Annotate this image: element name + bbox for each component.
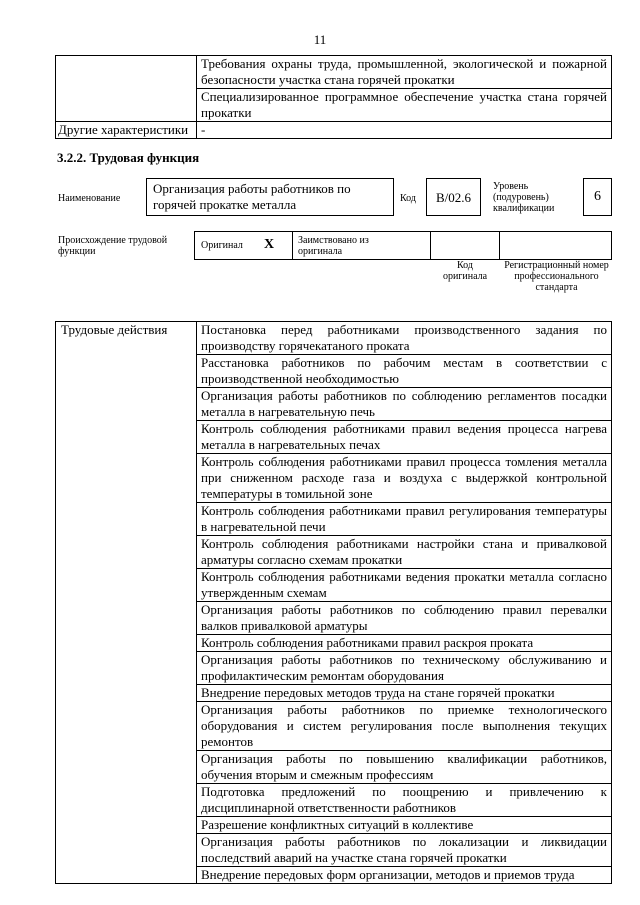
duties-table	[55, 321, 612, 884]
origin-code-box	[430, 231, 500, 260]
table-cell-right: Требования охраны труда, промышленной, экологической и пожарной безопасности участка стана горячей прокатки	[197, 56, 612, 89]
code-caption: Код оригинала	[442, 260, 488, 282]
duty-item: Контроль соблюдения работниками правил регулирования температуры в нагревательной печи	[197, 503, 612, 536]
original-label: Оригинал	[201, 240, 243, 251]
other-characteristics-value: -	[197, 122, 612, 139]
duty-item: Организация работы работников по приемке технологического оборудования и систем регулирования после выполнения текущих ремонтов	[197, 702, 612, 751]
origin-borrowed-box	[292, 231, 431, 260]
duty-item: Организация работы работников по техническому обслуживанию и профилактическим ремонтам оборудования	[197, 652, 612, 685]
table-row	[56, 56, 612, 89]
origin-original-box	[194, 231, 293, 260]
duty-item: Внедрение передовых методов труда на стане горячей прокатки	[197, 685, 612, 702]
duty-item: Подготовка предложений по поощрению и привлечению к дисциплинарной ответственности работников	[197, 784, 612, 817]
table-cell-left	[56, 89, 197, 122]
duty-item: Внедрение передовых форм организации, методов и приемов труда	[197, 867, 612, 884]
duty-item: Контроль соблюдения работниками правил ведения процесса нагрева металла в нагревательных печах	[197, 421, 612, 454]
name-label: Наименование	[58, 193, 121, 204]
table-cell-left	[56, 56, 197, 89]
duty-item: Расстановка работников по рабочим местам в соответствии с производственной необходимостью	[197, 355, 612, 388]
duties-label: Трудовые действия	[56, 322, 197, 884]
top-table	[55, 55, 612, 139]
table-row	[56, 322, 612, 355]
level-value: 6	[594, 189, 601, 204]
duty-item: Контроль соблюдения работниками настройки стана и привалковой арматуры согласно схемам прокатки	[197, 536, 612, 569]
duty-item: Организация работы по повышению квалификации работников, обучения вторым и смежным профессиям	[197, 751, 612, 784]
page-number: 11	[313, 32, 327, 47]
level-label: Уровень (подуровень) квалификации	[493, 181, 555, 214]
table-row	[56, 89, 612, 122]
reg-caption: Регистрационный номер профессионального стандарта	[504, 260, 609, 293]
table-cell-right: Специализированное программное обеспечение участка стана горячей прокатки	[197, 89, 612, 122]
duty-item: Разрешение конфликтных ситуаций в коллективе	[197, 817, 612, 834]
borrowed-label: Заимствовано из оригинала	[298, 235, 369, 257]
other-characteristics-label: Другие характеристики	[56, 122, 197, 139]
origin-label: Происхождение трудовой функции	[58, 235, 168, 257]
duty-item: Контроль соблюдения работниками правил раскроя проката	[197, 635, 612, 652]
duty-item: Организация работы работников по локализации и ликвидации последствий аварий на участке стана горячей прокатки	[197, 834, 612, 867]
duty-item: Контроль соблюдения работниками правил процесса томления металла при сниженном расходе газа и воздуха с выдержкой контрольной температуры в томильной зоне	[197, 454, 612, 503]
table-row	[56, 122, 612, 139]
code-label: Код	[400, 193, 416, 204]
duty-item: Организация работы работников по соблюдению регламентов посадки металла в нагревательную печь	[197, 388, 612, 421]
function-name-box	[146, 178, 394, 216]
level-box	[583, 178, 612, 216]
duty-item: Постановка перед работниками производственного задания по производству горячекатаного проката	[197, 322, 612, 355]
origin-reg-box	[499, 231, 612, 260]
section-title: 3.2.2. Трудовая функция	[57, 150, 200, 165]
code-box	[426, 178, 481, 216]
function-name-value: Организация работы работников по горячей прокатке металла	[153, 181, 351, 212]
duty-item: Контроль соблюдения работниками ведения прокатки металла согласно утвержденным схемам	[197, 569, 612, 602]
code-value: В/02.6	[435, 190, 472, 205]
duty-item: Организация работы работников по соблюдению правил перевалки валков привалковой арматуры	[197, 602, 612, 635]
original-mark: X	[264, 237, 275, 252]
